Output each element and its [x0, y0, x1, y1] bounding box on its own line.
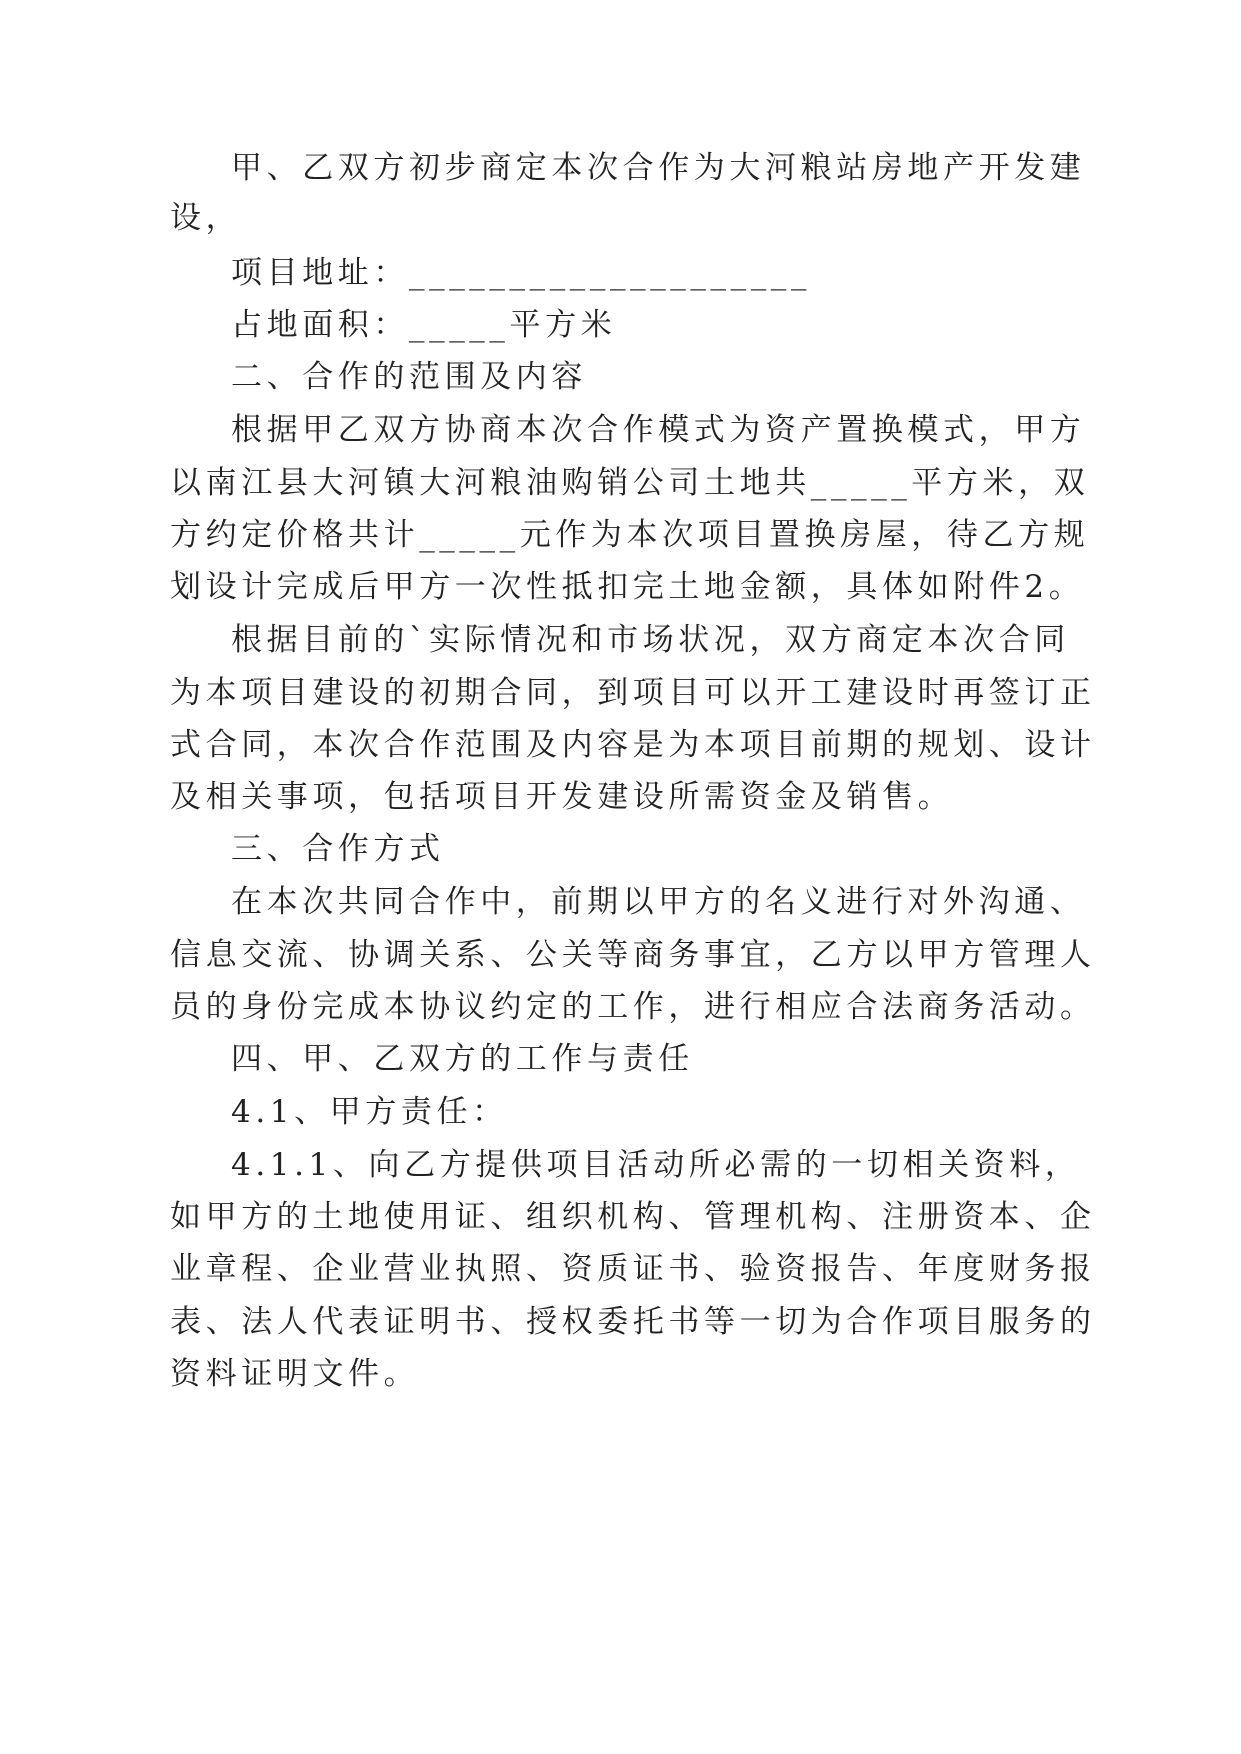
body-line: 方约定价格共计_____元作为本次项目置换房屋，待乙方规 — [170, 517, 1090, 553]
body-line: 表、法人代表证明书、授权委托书等一切为合作项目服务的 — [170, 1304, 1096, 1340]
body-line: 以南江县大河镇大河粮油购销公司土地共_____平方米，双 — [170, 465, 1090, 501]
body-line: 及相关事项，包括项目开发建设所需资金及销售。 — [170, 779, 954, 815]
body-line: 为本项目建设的初期合同，到项目可以开工建设时再签订正 — [170, 675, 1096, 711]
body-line: 信息交流、协调关系、公关等商务事宜，乙方以甲方管理人 — [170, 937, 1096, 973]
body-line: 在本次共同合作中，前期以甲方的名义进行对外沟通、 — [231, 884, 1086, 920]
body-line: 资料证明文件。 — [170, 1356, 420, 1392]
section-heading: 三、合作方式 — [231, 831, 445, 867]
subsection-heading: 4.1、甲方责任： — [231, 1094, 508, 1130]
section-heading: 四、甲、乙双方的工作与责任 — [231, 1041, 694, 1077]
body-line: 式合同，本次合作范围及内容是为本项目前期的规划、设计 — [170, 727, 1096, 763]
body-line: 员的身份完成本协议约定的工作，进行相应合法商务活动。 — [170, 989, 1096, 1025]
body-line: 业章程、企业营业执照、资质证书、验资报告、年度财务报 — [170, 1251, 1096, 1287]
body-line: 4.1.1、向乙方提供项目活动所必需的一切相关资料， — [231, 1147, 1081, 1183]
body-line: 甲、乙双方初步商定本次合作为大河粮站房地产开发建 — [231, 150, 1086, 186]
section-heading: 二、合作的范围及内容 — [231, 359, 587, 395]
land-area-line: 占地面积：_____平方米 — [231, 307, 617, 343]
body-line: 根据目前的`实际情况和市场状况，双方商定本次合同 — [231, 622, 1070, 658]
body-line: 根据甲乙双方协商本次合作模式为资产置换模式，甲方 — [231, 412, 1086, 448]
project-address-line: 项目地址：____________________ — [231, 255, 811, 291]
body-line: 如甲方的土地使用证、组织机构、管理机构、注册资本、企 — [170, 1199, 1096, 1235]
body-line: 设， — [170, 200, 242, 236]
body-line: 划设计完成后甲方一次性抵扣完土地金额，具体如附件2。 — [170, 569, 1085, 605]
